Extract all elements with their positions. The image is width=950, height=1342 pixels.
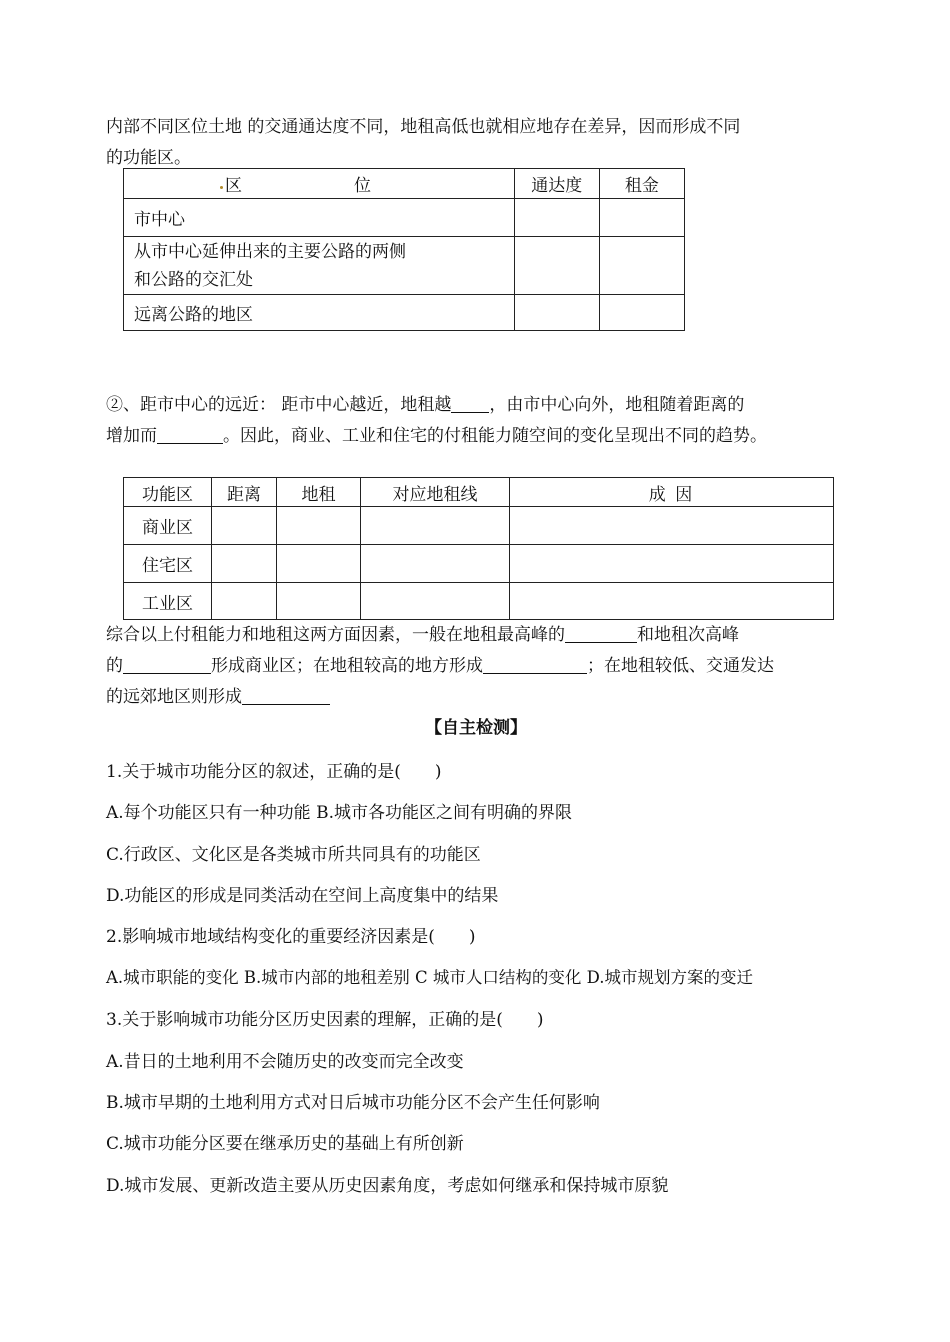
section-title: 【自主检测】 [425, 718, 527, 738]
table1-header-accessibility: 通达度 [514, 169, 599, 199]
intro-paragraph [106, 112, 846, 174]
table2-cell-rent [277, 545, 361, 583]
table-row [124, 545, 834, 583]
question-1-option: D.功能区的形成是同类活动在空间上高度集中的结果 [106, 886, 499, 906]
table2-header-rent-line: 对应地租线 [361, 478, 510, 507]
question-1-option: C.行政区、文化区是各类城市所共同具有的功能区 [106, 845, 481, 865]
question-3-option: B.城市早期的土地利用方式对日后城市功能分区不会产生任何影响 [106, 1093, 600, 1113]
table2-header-row [124, 478, 834, 507]
blank-high-rent-zone[interactable] [483, 655, 587, 674]
table1-cell-accessibility [514, 295, 599, 331]
table2-cell-rent [277, 583, 361, 620]
question-2-stem: 2.影响城市地域结构变化的重要经济因素是( ) [106, 927, 476, 947]
blank-secondary-peak[interactable] [123, 655, 211, 674]
mark-dot [220, 186, 223, 189]
table2-cell-rent [277, 507, 361, 545]
table1-header-location: 区 位 [124, 169, 515, 199]
table-row [124, 237, 685, 295]
table-row [124, 507, 834, 545]
question-3-option: D.城市发展、更新改造主要从历史因素角度，考虑如何继承和保持城市原貌 [106, 1176, 669, 1196]
table1-cell-rent [599, 295, 684, 331]
blank-suburb-zone[interactable] [242, 686, 330, 705]
table2-header-cause: 成 因 [510, 478, 834, 507]
table2-cell-distance [212, 583, 277, 620]
table1-header-rent: 租金 [599, 169, 684, 199]
table2-cell-distance [212, 507, 277, 545]
table-row [124, 295, 685, 331]
table2-cell-rent-line [361, 583, 510, 620]
table-row [124, 199, 685, 237]
table1-cell-accessibility [514, 237, 599, 295]
table2-cell-cause [510, 583, 834, 620]
question-3-option: A.昔日的土地利用不会随历史的改变而完全改变 [106, 1052, 464, 1072]
question-2-option: A.城市职能的变化 B.城市内部的地租差别 C 城市人口结构的变化 D.城市规划方案的变迁 [106, 968, 754, 987]
intro-line-1: 内部不同区位土地 的交通通达度不同，地租高低也就相应地存在差异，因而形成不同 [106, 117, 741, 137]
blank-rent-change[interactable] [157, 425, 223, 444]
question-3-stem: 3.关于影响城市功能分区历史因素的理解，正确的是( ) [106, 1010, 544, 1030]
functional-zone-table [123, 477, 834, 620]
table1-cell-accessibility [514, 199, 599, 237]
table2-cell-rent-line [361, 507, 510, 545]
question-1-option: A.每个功能区只有一种功能 B.城市各功能区之间有明确的界限 [106, 803, 572, 823]
table1-cell-location: 市中心 [124, 199, 515, 237]
table1-cell-rent [599, 199, 684, 237]
intro-line-2: 的功能区。 [106, 148, 191, 168]
distance-paragraph: ②、距市中心的远近： 距市中心越近，地租越 ，由市中心向外，地租随着距离的 增加而 。因此，商业、工业和住宅的付租能力随空间的变化呈现出不同的趋势。 [106, 395, 767, 446]
table2-header-rent: 地租 [277, 478, 361, 507]
table2-cell-cause [510, 507, 834, 545]
location-accessibility-table [123, 168, 685, 331]
table2-cell-distance [212, 545, 277, 583]
table1-cell-location: 远离公路的地区 [124, 295, 515, 331]
summary-paragraph: 综合以上付租能力和地租这两方面因素，一般在地租最高峰的 和地租次高峰 的 形成商业区；在地租较高的地方形成 ；在地租较低、交通发达 的远郊地区则形成 [106, 625, 774, 707]
table1-cell-rent [599, 237, 684, 295]
table1-cell-location: 从市中心延伸出来的主要公路的两侧 和公路的交汇处 [124, 237, 515, 295]
blank-rent-level[interactable] [451, 394, 489, 413]
table2-header-distance: 距离 [212, 478, 277, 507]
table-row [124, 583, 834, 620]
table2-header-zone: 功能区 [124, 478, 212, 507]
question-3-option: C.城市功能分区要在继承历史的基础上有所创新 [106, 1134, 464, 1154]
table2-cell-rent-line [361, 545, 510, 583]
table1-header-row [124, 169, 685, 199]
question-1-stem: 1.关于城市功能分区的叙述，正确的是( ) [106, 762, 442, 782]
table2-cell-zone: 商业区 [124, 507, 212, 545]
blank-peak[interactable] [565, 624, 637, 643]
table2-cell-cause [510, 545, 834, 583]
table2-cell-zone: 工业区 [124, 583, 212, 620]
table2-cell-zone: 住宅区 [124, 545, 212, 583]
